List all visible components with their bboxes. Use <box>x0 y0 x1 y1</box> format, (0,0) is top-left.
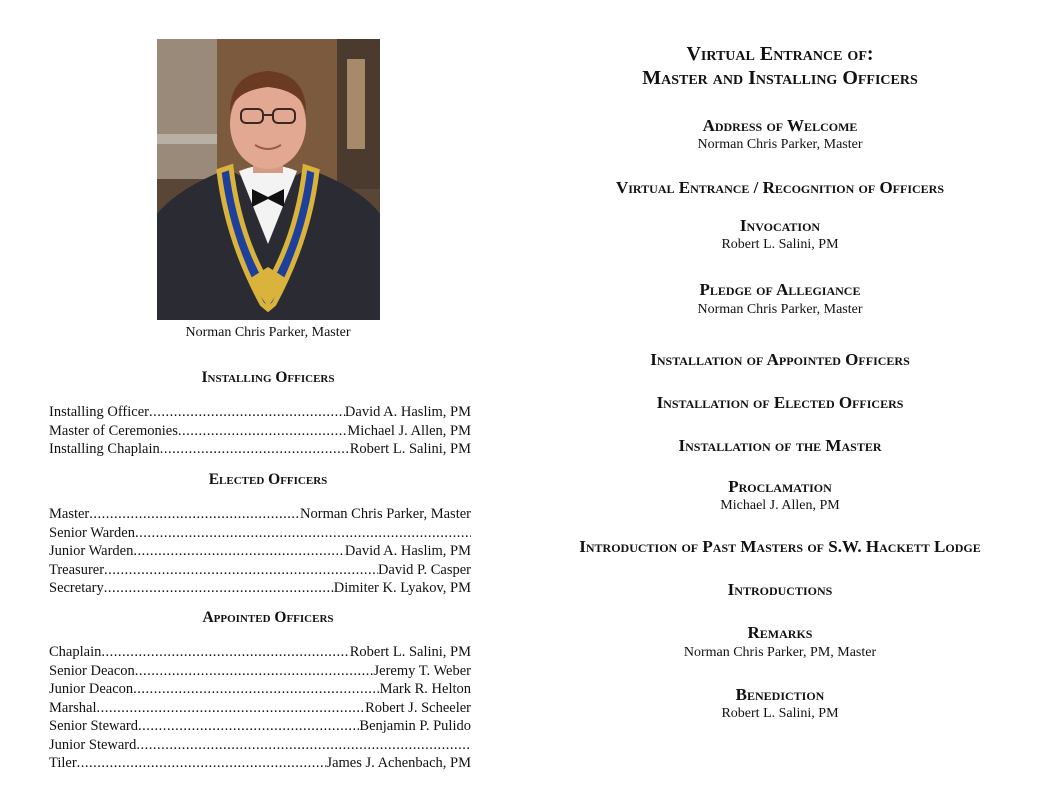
elected-officers-heading: Elected Officers <box>208 471 328 488</box>
officer-row <box>49 524 471 543</box>
officer-name: Robert L. Salini, PM <box>349 441 471 457</box>
officer-name: David P. Casper <box>377 561 471 578</box>
officer-name: Norman Chris Parker, Master <box>300 506 471 522</box>
officer-row <box>49 542 471 561</box>
officer-title: Treasurer <box>49 561 105 578</box>
remarks-title: Remarks <box>747 623 813 642</box>
dot-leader <box>104 579 334 598</box>
dot-leader <box>101 643 349 662</box>
dot-leader <box>136 736 471 755</box>
invocation-title: Invocation <box>739 216 821 235</box>
officer-name: Robert L. Salini, PM <box>349 644 471 660</box>
installing-officers-list <box>49 403 471 459</box>
officer-title: Marshal <box>49 699 97 716</box>
officer-row <box>49 699 471 718</box>
pledge-presenter: Norman Chris Parker, Master <box>697 302 863 317</box>
address-of-welcome-title: Address of Welcome <box>702 116 858 135</box>
officer-name: Robert J. Scheeler <box>365 699 471 716</box>
officer-name: Benjamin P. Pulido <box>359 718 471 734</box>
elected-officers-list <box>49 505 471 598</box>
dot-leader <box>133 542 345 561</box>
virtual-entrance-title: Virtual Entrance / Recognition of Officers <box>615 178 945 197</box>
master-installation-title: Installation of the Master <box>678 436 882 455</box>
officer-title: Installing Chaplain <box>49 441 160 457</box>
dot-leader <box>133 680 379 699</box>
officer-name: James J. Achenbach, PM <box>326 755 471 771</box>
officer-title: Junior Steward <box>49 736 137 753</box>
officer-title: Installing Officer <box>49 404 149 420</box>
officer-row <box>49 579 471 598</box>
appointed-installation-title: Installation of Appointed Officers <box>650 350 910 369</box>
appointed-officers-list <box>49 643 471 773</box>
proclamation-title: Proclamation <box>728 477 832 496</box>
officer-row <box>49 561 471 580</box>
officer-title: Senior Steward <box>49 718 138 734</box>
elected-installation-title: Installation of Elected Officers <box>656 393 904 412</box>
photo-caption: Norman Chris Parker, Master <box>185 325 351 340</box>
officer-row <box>49 403 471 422</box>
introductions-title: Introductions <box>727 580 833 599</box>
officer-title: Master <box>49 506 90 522</box>
dot-leader <box>77 754 327 773</box>
officer-title: Junior Warden <box>49 543 134 559</box>
program-title-line-2: Master and Installing Officers <box>642 67 918 89</box>
invocation-presenter: Robert L. Salini, PM <box>721 237 839 252</box>
dot-leader <box>89 505 300 524</box>
officer-title: Senior Deacon <box>49 662 135 679</box>
officer-name: Dimiter K. Lyakov, PM <box>333 580 471 596</box>
program-title-line-1: Virtual Entrance of: <box>686 43 874 65</box>
officer-name: Jeremy T. Weber <box>373 662 471 679</box>
officer-title: Junior Deacon <box>49 681 134 697</box>
dot-leader <box>149 403 345 422</box>
officer-title: Tiler <box>49 755 77 771</box>
dot-leader <box>135 662 374 681</box>
dot-leader <box>178 422 347 441</box>
officer-row <box>49 754 471 773</box>
dot-leader <box>97 699 366 718</box>
officer-title: Chaplain <box>49 644 102 660</box>
benediction-presenter: Robert L. Salini, PM <box>721 706 839 721</box>
officer-row <box>49 662 471 681</box>
benediction-title: Benediction <box>735 685 825 704</box>
officer-row <box>49 440 471 459</box>
officer-name: Mark R. Helton <box>379 681 471 697</box>
pledge-title: Pledge of Allegiance <box>699 280 861 299</box>
remarks-presenter: Norman Chris Parker, PM, Master <box>683 645 877 660</box>
proclamation-presenter: Michael J. Allen, PM <box>720 498 840 513</box>
officer-title: Secretary <box>49 580 104 596</box>
officer-name: David A. Haslim, PM <box>344 543 471 559</box>
past-masters-title: Introduction of Past Masters of S.W. Hackett Lodge <box>579 537 981 556</box>
address-of-welcome-presenter: Norman Chris Parker, Master <box>697 137 863 152</box>
dot-leader <box>104 561 378 580</box>
dot-leader <box>138 717 359 736</box>
officer-name: Michael J. Allen, PM <box>347 422 471 439</box>
master-portrait-photo <box>157 39 380 320</box>
officer-row <box>49 643 471 662</box>
officer-row <box>49 717 471 736</box>
installing-officers-heading: Installing Officers <box>201 369 335 386</box>
officer-row <box>49 680 471 699</box>
officer-row <box>49 505 471 524</box>
officer-name: David A. Haslim, PM <box>344 404 471 420</box>
officer-row <box>49 422 471 441</box>
officer-row <box>49 736 471 755</box>
officer-title: Master of Ceremonies <box>49 422 178 439</box>
officer-title: Senior Warden <box>49 524 135 541</box>
appointed-officers-heading: Appointed Officers <box>202 609 334 626</box>
dot-leader <box>135 524 471 543</box>
dot-leader <box>160 440 350 459</box>
